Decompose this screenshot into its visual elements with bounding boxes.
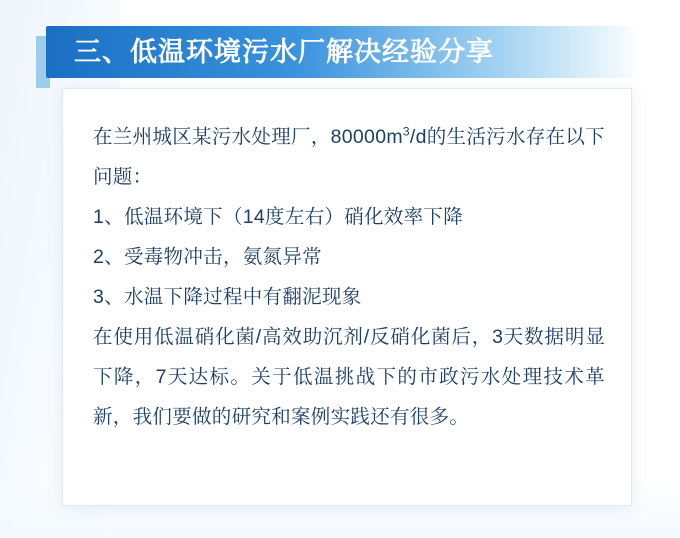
problem-item-3: 3、水温下降过程中有翻泥现象 [93, 286, 362, 308]
title-banner [46, 26, 642, 82]
content-card-body [93, 117, 605, 437]
intro-text-part1: 在兰州城区某污水处理厂，80000m [93, 126, 403, 148]
intro-paragraph [93, 117, 605, 197]
cubic-meter-exponent: 3 [402, 124, 410, 139]
intro-text-part2: /d的生活污 [409, 126, 506, 148]
problem-item-2: 2、受毒物冲击，氨氮异常 [93, 246, 322, 268]
page-title: 三、低温环境污水厂解决经验分享 [74, 37, 494, 67]
problem-item-1: 1、低温环境下（14度左右）硝化效率下降 [93, 206, 464, 228]
intro-text-part3: 水存在以下问题： [93, 126, 605, 188]
conclusion-paragraph: 在使用低温硝化菌/高效助沉剂/反硝化菌后，3天数据明显下降，7天达标。关于低温挑战下的市政污水处理技术革新，我们要做的研究和案例实践还有很多。 [93, 326, 605, 428]
content-card [62, 88, 632, 506]
